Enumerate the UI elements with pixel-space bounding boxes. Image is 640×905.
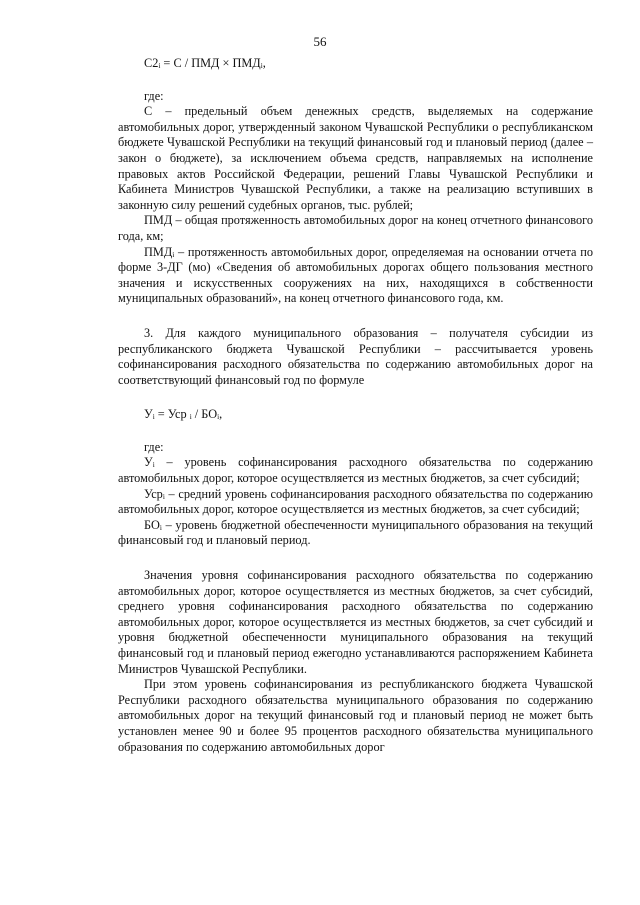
definition-bo: БОᵢ – уровень бюджетной обеспеченности муниципального образования на текущий финансовый год и плановый период. (118, 517, 593, 548)
where-label-2: где: (144, 439, 164, 454)
page-number: 56 (313, 34, 327, 49)
where-label: где: (144, 88, 164, 103)
definition-usr: Усрᵢ – средний уровень софинансирования расходного обязательства по содержанию автомобильных дорог, которое осуществляется из местных бюджетов, за счет субсидий; (118, 486, 593, 517)
formula-c2: C2ᵢ = С / ПМД × ПМДᵢ, (144, 56, 266, 70)
formula-ui: Уᵢ = Уср ᵢ / БОᵢ, (144, 407, 223, 422)
item-3-paragraph: 3. Для каждого муниципального образования – получателя субсидии из республиканского бюджета Чувашской Республики – рассчитывается уровень софинансирования расходного обязательства по содержанию автомобильных дорог на соответствующий финансовый год по формуле (118, 325, 593, 387)
definition-pmd: ПМД – общая протяженность автомобильных дорог на конец отчетного финансового года, км; (118, 213, 593, 243)
definition-pmdi: ПМДᵢ – протяженность автомобильных дорог, определяемая на основании отчета по форме 3-ДГ (мо) «Сведения об автомобильных дорогах общего пользования местного значения и искусственных сооружениях на них, находящихся в собственности муниципальных образований», на конец отчетного финансового года, км. (118, 244, 593, 306)
definition-c: С – предельный объем денежных средств, выделяемых на содержание автомобильных дорог, утвержденный законом Чувашской Республики о республиканском бюджете Чувашской Республики на текущий финансовый год и плановый период (далее – закон о бюджете), за исключением объема средств, направляемых на исполнение правовых актов Российской Федерации, решений Главы Чувашской Республики и Кабинета Министров Чувашской Республики, а также на реализацию вступивших в законную силу решений судебных органов, тыс. рублей; (118, 104, 593, 212)
limit-paragraph: При этом уровень софинансирования из республиканского бюджета Чувашской Республики расходного обязательства муниципального образования по содержанию автомобильных дорог на текущий финансовый год и плановый период не может быть установлен менее 90 и более 95 процентов расходного обязательства муниципального образования по содержанию автомобильных дорог (118, 677, 593, 754)
values-paragraph: Значения уровня софинансирования расходного обязательства по содержанию автомобильных дорог, которое осуществляется из местных бюджетов, за счет субсидий, среднего уровня софинансирования расходного обязательства по содержанию автомобильных дорог, которое осуществляется из местных бюджетов, за счет субсидий и уровня бюджетной обеспеченности муниципального образования на текущий финансовый год и плановый период ежегодно устанавливаются распоряжением Кабинета Министров Чувашской Республики. (118, 568, 593, 676)
document-body (118, 56, 593, 755)
definition-ui: Уᵢ – уровень софинансирования расходного обязательства по содержанию автомобильных дорог, которое осуществляется из местных бюджетов, за счет субсидий; (118, 455, 593, 486)
